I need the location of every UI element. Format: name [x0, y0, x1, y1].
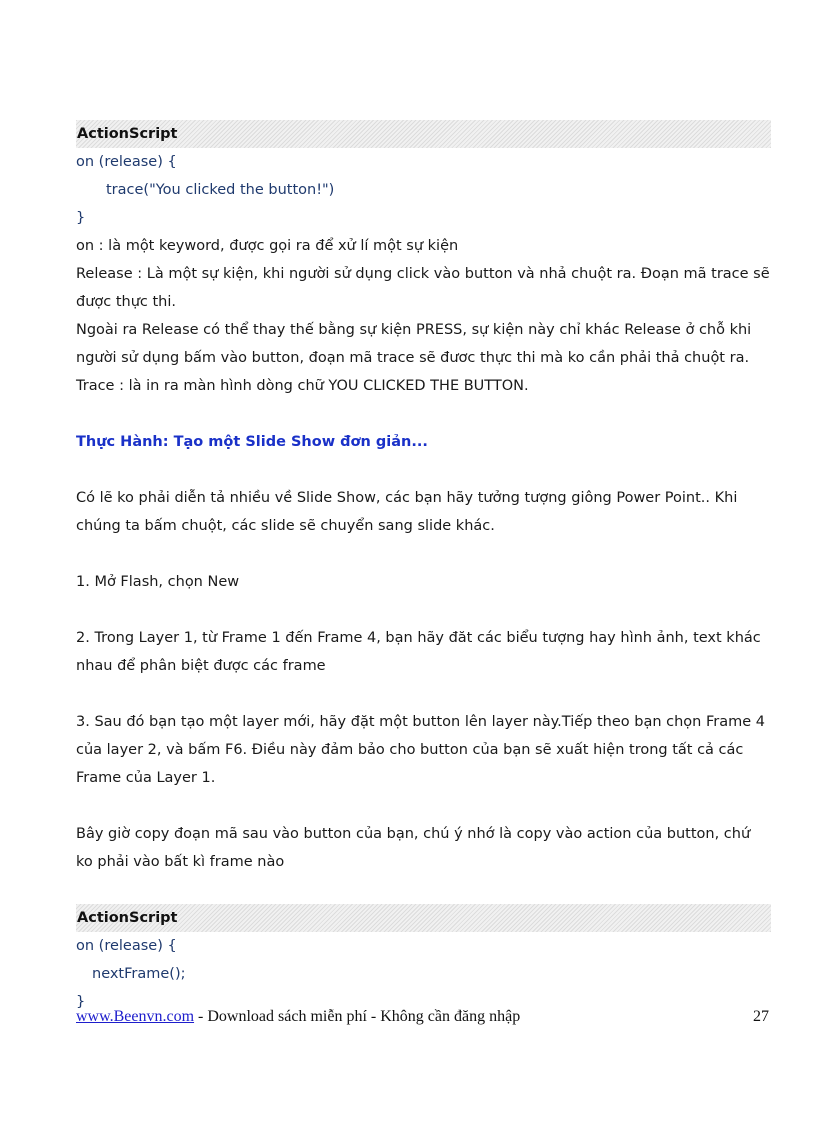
page-number: 27 — [753, 1008, 769, 1025]
code-block-header: ActionScript — [76, 120, 771, 148]
page-footer — [76, 1008, 771, 1026]
footer-website-link[interactable]: www.Beenvn.com — [76, 1008, 195, 1025]
code-block-2 — [76, 904, 771, 1016]
footer-tagline: - Download sách miễn phí - Không cần đăng nhập — [194, 1008, 521, 1025]
page-content — [76, 120, 771, 1016]
explanation-press: Ngoài ra Release có thể thay thế bằng sự kiện PRESS, sự kiện này chỉ khác Release ở chỗ khi người sử dụng bấm vào button, đoạn mã trace sẽ đươc thực thi mà ko cần phải thả chuột ra. — [76, 322, 752, 366]
code-line: on (release) { — [76, 938, 177, 954]
code-line: } — [76, 994, 86, 1010]
section-heading: Thực Hành: Tạo một Slide Show đơn giản... — [76, 434, 428, 450]
explanation-trace: Trace : là in ra màn hình dòng chữ YOU CLICKED THE BUTTON. — [76, 378, 529, 394]
code-line: } — [76, 210, 86, 226]
code-block-1 — [76, 120, 771, 232]
step-1: 1. Mở Flash, chọn New — [76, 574, 240, 590]
step-3: 3. Sau đó bạn tạo một layer mới, hãy đặt một button lên layer này.Tiếp theo bạn chọn Frame 4 của layer 2, và bấm F6. Điều này đảm bảo cho button của bạn sẽ xuất hiện trong tất cả các Frame của Layer 1. — [76, 714, 765, 786]
explanation-release: Release : Là một sự kiện, khi người sử dụng click vào button và nhả chuột ra. Đoạn mã trace sẽ được thực thi. — [76, 266, 770, 310]
step-2: 2. Trong Layer 1, từ Frame 1 đến Frame 4, bạn hãy đăt các biểu tượng hay hình ảnh, text khác nhau để phân biệt được các frame — [76, 630, 761, 674]
code-block-header: ActionScript — [76, 904, 771, 932]
code-line: nextFrame(); — [92, 966, 186, 982]
copy-instruction: Bây giờ copy đoạn mã sau vào button của bạn, chú ý nhớ là copy vào action của button, chứ ko phải vào bất kì frame nào — [76, 826, 751, 870]
intro-paragraph: Có lẽ ko phải diễn tả nhiều về Slide Show, các bạn hãy tưởng tượng giông Power Point.. Khi chúng ta bấm chuột, các slide sẽ chuyển sang slide khác. — [76, 490, 738, 534]
explanation-on: on : là một keyword, được gọi ra để xử lí một sự kiện — [76, 238, 459, 254]
code-line: on (release) { — [76, 154, 177, 170]
code-line: trace("You clicked the button!") — [106, 182, 335, 198]
